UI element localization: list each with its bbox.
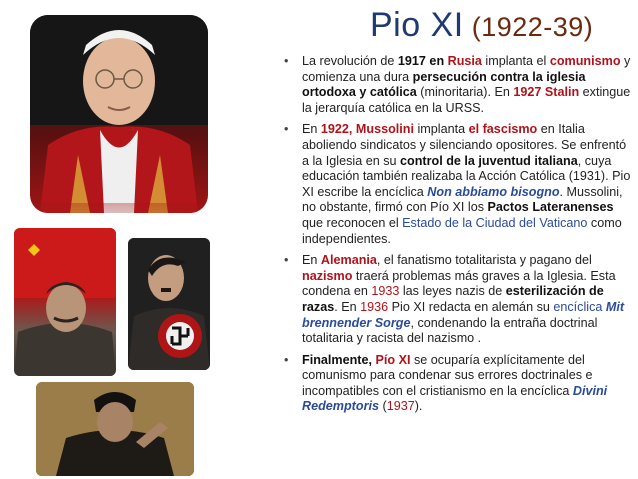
bullet-text-segment: Rusia	[447, 54, 482, 68]
bullet-text-segment: Pactos Lateranenses	[487, 200, 614, 215]
bullet-text-segment: control de la juventud italiana	[400, 153, 578, 168]
bullet-text-segment: extingue la jerarquía católica en la URSS.	[302, 85, 631, 115]
bullet-text-segment: Pio XI redacta en alemán su	[388, 299, 554, 314]
bullet-text-segment: se ocuparía explícitamente del comunismo para condenar sus errores doctrinales e incompatibles con el cristianismo en la encíclica	[302, 352, 593, 398]
bullet-text-segment: , el fanatismo totalitarista y pagano del	[376, 253, 592, 268]
bullet-text-segment: 1917 en	[397, 54, 448, 68]
bullet-text-segment: Divini Redemptoris	[302, 383, 608, 414]
bullet-text-segment: Pío XI	[375, 352, 411, 367]
pope-pius-xi-portrait	[30, 15, 208, 213]
bullet-text-segment: que reconocen el	[302, 215, 403, 230]
bullet-text-segment: . En	[334, 299, 361, 314]
bullet-text-segment: La revolución de	[302, 54, 398, 68]
bullet-text-segment: 1937	[386, 399, 415, 414]
bullet-list	[284, 54, 634, 421]
bullet-text-segment: el fascismo	[468, 122, 538, 137]
bullet-text-segment: Mit brennender Sorge	[302, 299, 625, 330]
bullet-item	[284, 253, 634, 347]
hitler-portrait	[128, 238, 210, 370]
bullet-text-segment: persecución contra la iglesia ortodoxa y católica	[302, 69, 586, 100]
bullet-item	[284, 122, 634, 247]
bullet-text-segment: Estado de la Ciudad del Vaticano	[402, 215, 588, 230]
bullet-text-segment: traerá problemas más graves a la Iglesia. Esta condena en	[302, 268, 616, 299]
bullet-text-segment: encíclica	[553, 299, 606, 314]
bullet-text-segment: Finalmente,	[302, 352, 376, 367]
bullet-text-segment: comunismo	[549, 54, 621, 68]
bullet-text-segment: 1927 Stalin	[513, 85, 580, 100]
page-title	[370, 6, 593, 45]
bullet-text-segment: (	[378, 399, 387, 414]
bullet-text-segment: , cuya educación también realizaba la Acción Católica (1931). Pio XI escribe la encíclica	[302, 153, 631, 199]
bullet-text-segment: En	[302, 253, 321, 268]
bullet-text-segment: como independientes.	[302, 215, 622, 246]
bullet-item	[284, 353, 634, 415]
bullet-text-segment: En	[302, 122, 321, 137]
bullet-text-segment: nazismo	[302, 268, 353, 283]
bullet-text-segment: esterilización de razas	[302, 284, 604, 314]
bullet-text-segment: implanta el	[481, 54, 550, 68]
bullet-text-segment: , condenando la entraña doctrinal totalitaria y racista del nazismo .	[302, 315, 598, 346]
mussolini-portrait	[36, 382, 194, 476]
bullet-text-segment: en Italia aboliendo sindicatos y silenciando opositores. Se enfrentó a la Iglesia en su	[302, 122, 627, 168]
title-text: Pio XI	[370, 6, 464, 44]
bullet-text-segment: implanta	[414, 122, 469, 137]
bullet-text-segment: y comienza una dura	[302, 54, 631, 84]
bullet-text-segment: ).	[414, 399, 423, 414]
bullet-text-segment: 1936	[360, 299, 389, 314]
bullet-text-segment: 1933	[371, 284, 400, 299]
bullet-text-segment: Non abbiamo bisogno	[427, 184, 560, 199]
bullet-text-segment: (minoritaria). En	[416, 85, 514, 100]
bullet-text-segment: Alemania	[320, 253, 377, 268]
bullet-text-segment: las leyes nazis de	[399, 284, 506, 299]
bullet-text-segment: 1922, Mussolini	[320, 122, 414, 137]
bullet-text-segment: . Mussolini, no obstante, firmó con Pío XI los	[302, 184, 623, 215]
title-years: (1922-39)	[471, 12, 594, 42]
stalin-portrait	[14, 228, 116, 376]
bullet-item	[284, 54, 634, 116]
